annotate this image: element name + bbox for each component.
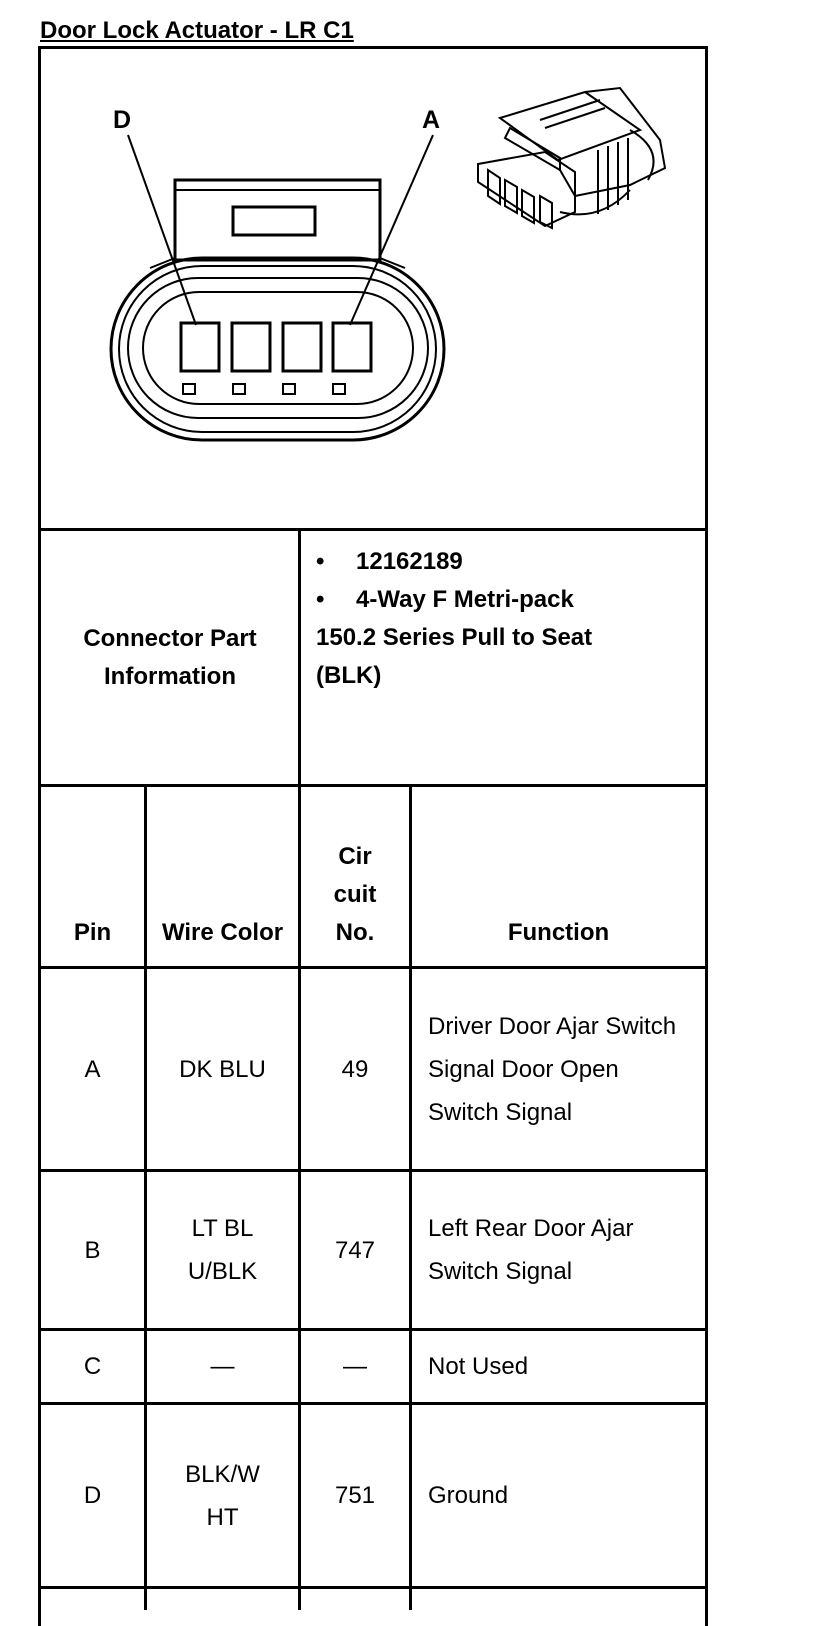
connector-series: 150.2 Series Pull to Seat [316, 624, 593, 651]
divider [38, 1586, 708, 1589]
connector-isometric-view [478, 88, 665, 228]
part-number: 12162189 [356, 548, 463, 575]
row-d-function: Ground [428, 1482, 509, 1509]
header-pin: Pin [73, 919, 112, 946]
row-b-function: Left Rear Door Ajar Switch Signal [428, 1215, 634, 1285]
row-d-pin: D [83, 1482, 102, 1509]
connector-type: 4-Way F Metri-pack [356, 586, 574, 613]
row-c-pin: C [83, 1353, 102, 1380]
callout-d-label: D [113, 106, 132, 134]
row-a-function: Driver Door Ajar Switch Signal Door Open Switch Signal [428, 1012, 677, 1126]
connector-part-info-label: Connector Part Information [83, 625, 257, 690]
row-b-circuit: 747 [334, 1236, 376, 1264]
row-c-function: Not Used [428, 1353, 529, 1380]
row-b-wire-color: LT BLU/BLK [187, 1215, 258, 1285]
connector-diagram [41, 49, 705, 529]
header-wire-color: Wire Color [161, 919, 284, 946]
row-a-wire-color: DK BLU [179, 1055, 266, 1083]
row-a-pin: A [84, 1055, 101, 1083]
bullet-icon: • [316, 586, 325, 613]
row-d-wire-color: BLK/WHT [185, 1460, 260, 1531]
bullet-icon: • [316, 548, 325, 575]
connector-part-info [316, 543, 696, 695]
connector-color: (BLK) [316, 662, 382, 689]
row-b-pin: B [84, 1236, 101, 1264]
callout-a-label: A [422, 106, 441, 134]
row-c-wire-color: — [210, 1353, 235, 1380]
row-c-circuit: — [343, 1353, 367, 1380]
header-circuit-no: Cir cuit No. [333, 843, 377, 946]
header-function: Function [507, 919, 610, 946]
row-a-circuit: 49 [341, 1055, 369, 1083]
row-d-circuit: 751 [334, 1482, 376, 1509]
callout-a-line [350, 135, 433, 325]
page-title: Door Lock Actuator - LR C1 [40, 17, 354, 44]
connector-face [111, 180, 444, 440]
